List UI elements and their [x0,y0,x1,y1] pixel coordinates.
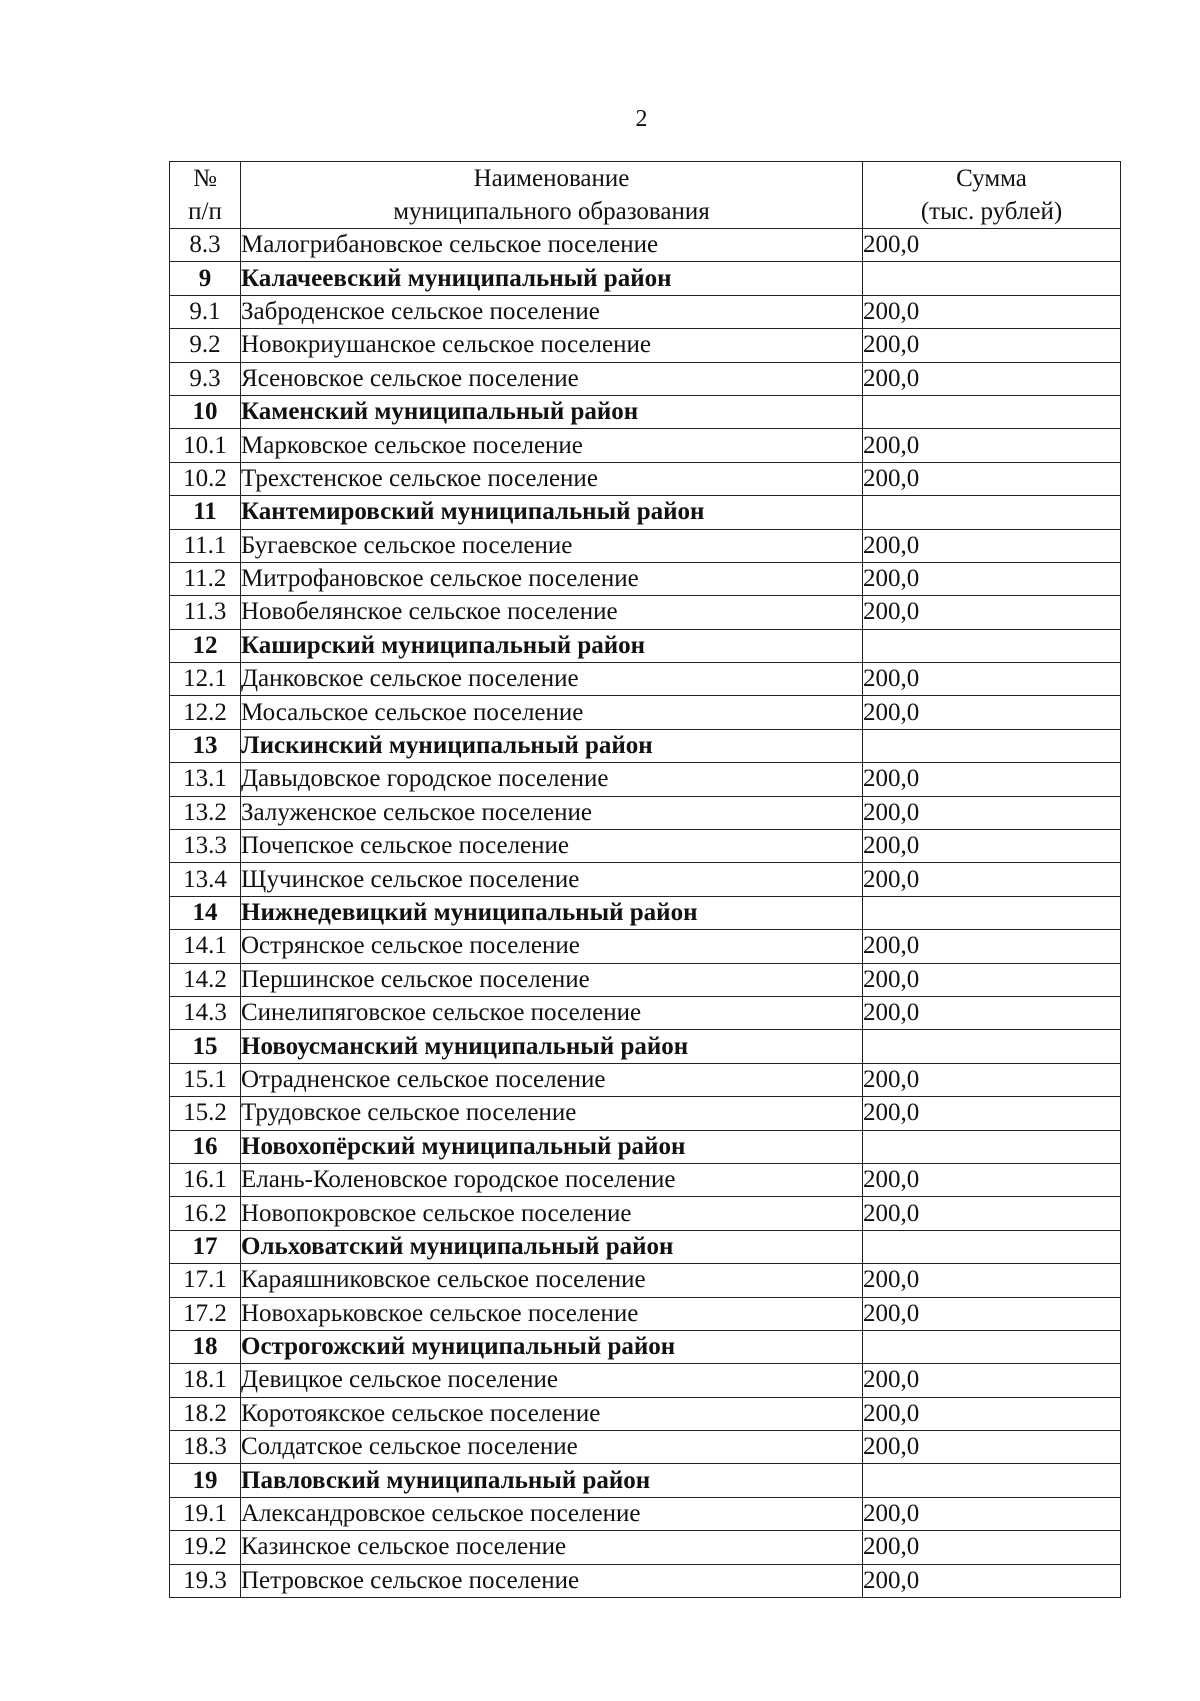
settlement-name: Караяшниковское сельское поселение [241,1264,863,1297]
table-row [170,963,1121,996]
settlement-name: Елань-Коленовское городское поселение [241,1163,863,1196]
row-number: 9.2 [170,329,241,362]
header-sum [863,162,1121,229]
settlement-name: Марковское сельское поселение [241,429,863,462]
table-row [170,930,1121,963]
row-sum: 200,0 [863,1063,1121,1096]
row-number: 18 [170,1330,241,1363]
table-row [170,796,1121,829]
row-number: 17 [170,1230,241,1263]
settlement-name: Мосальское сельское поселение [241,696,863,729]
row-sum: 200,0 [863,596,1121,629]
district-name: Новоусманский муниципальный район [241,1030,863,1063]
district-row [170,896,1121,929]
settlement-name: Новобелянское сельское поселение [241,596,863,629]
row-sum: 200,0 [863,696,1121,729]
district-name: Острогожский муниципальный район [241,1330,863,1363]
district-row [170,629,1121,662]
row-number: 10.2 [170,462,241,495]
table-row [170,429,1121,462]
table-row [170,462,1121,495]
row-number: 12 [170,629,241,662]
row-number: 13 [170,729,241,762]
header-sum-line1: Сумма [956,165,1027,192]
table-body [170,229,1121,1598]
row-number: 13.2 [170,796,241,829]
row-sum: 200,0 [863,1397,1121,1430]
table-row [170,529,1121,562]
settlement-name: Отрадненское сельское поселение [241,1063,863,1096]
header-name-line2: муниципального образования [393,198,710,225]
district-name: Павловский муниципальный район [241,1464,863,1497]
row-number: 18.2 [170,1397,241,1430]
row-number: 11.2 [170,562,241,595]
row-sum: 200,0 [863,295,1121,328]
settlement-name: Трудовское сельское поселение [241,1097,863,1130]
district-row [170,729,1121,762]
row-sum: 200,0 [863,429,1121,462]
district-row [170,1230,1121,1263]
row-sum [863,395,1121,428]
row-sum: 200,0 [863,930,1121,963]
row-sum [863,896,1121,929]
row-number: 11 [170,496,241,529]
row-number: 14 [170,896,241,929]
table-row [170,863,1121,896]
row-number: 12.1 [170,663,241,696]
table-row [170,1197,1121,1230]
row-number: 13.4 [170,863,241,896]
row-number: 16 [170,1130,241,1163]
row-sum: 200,0 [863,229,1121,262]
row-sum: 200,0 [863,1531,1121,1564]
table-row [170,1297,1121,1330]
row-number: 15 [170,1030,241,1063]
row-number: 14.3 [170,996,241,1029]
settlement-name: Заброденское сельское поселение [241,295,863,328]
district-name: Калачеевский муниципальный район [241,262,863,295]
settlement-name: Першинское сельское поселение [241,963,863,996]
settlement-name: Новокриушанское сельское поселение [241,329,863,362]
district-row [170,1130,1121,1163]
row-sum: 200,0 [863,329,1121,362]
row-sum [863,262,1121,295]
row-number: 9.1 [170,295,241,328]
row-sum: 200,0 [863,1264,1121,1297]
row-sum: 200,0 [863,1163,1121,1196]
row-sum [863,629,1121,662]
page-number: 2 [635,106,648,132]
row-number: 19.2 [170,1531,241,1564]
row-sum: 200,0 [863,1364,1121,1397]
header-name [241,162,863,229]
district-name: Нижнедевицкий муниципальный район [241,896,863,929]
row-sum: 200,0 [863,1097,1121,1130]
table-header-row [170,162,1121,229]
row-sum: 200,0 [863,562,1121,595]
settlement-name: Давыдовское городское поселение [241,763,863,796]
settlement-name: Казинское сельское поселение [241,1531,863,1564]
settlement-name: Коротоякское сельское поселение [241,1397,863,1430]
row-sum: 200,0 [863,462,1121,495]
row-number: 16.1 [170,1163,241,1196]
row-sum [863,1030,1121,1063]
settlement-name: Бугаевское сельское поселение [241,529,863,562]
row-number: 9 [170,262,241,295]
row-sum: 200,0 [863,763,1121,796]
table-row [170,229,1121,262]
header-number-line2: п/п [188,198,222,225]
row-sum [863,496,1121,529]
row-sum: 200,0 [863,996,1121,1029]
settlement-name: Александровское сельское поселение [241,1497,863,1530]
table-row [170,1497,1121,1530]
settlement-name: Залуженское сельское поселение [241,796,863,829]
district-row [170,1030,1121,1063]
row-number: 17.1 [170,1264,241,1297]
row-number: 19.1 [170,1497,241,1530]
row-number: 13.1 [170,763,241,796]
settlement-name: Щучинское сельское поселение [241,863,863,896]
table-header [170,162,1121,229]
row-number: 15.2 [170,1097,241,1130]
row-sum: 200,0 [863,529,1121,562]
row-sum [863,729,1121,762]
table-row [170,1063,1121,1096]
settlement-name: Новохарьковское сельское поселение [241,1297,863,1330]
row-sum: 200,0 [863,1497,1121,1530]
row-sum: 200,0 [863,796,1121,829]
district-name: Лискинский муниципальный район [241,729,863,762]
table-row [170,1564,1121,1597]
row-number: 10.1 [170,429,241,462]
settlement-name: Петровское сельское поселение [241,1564,863,1597]
district-row [170,395,1121,428]
row-sum [863,1130,1121,1163]
district-name: Каменский муниципальный район [241,395,863,428]
district-row [170,262,1121,295]
settlement-name: Синелипяговское сельское поселение [241,996,863,1029]
table-row [170,329,1121,362]
district-name: Каширский муниципальный район [241,629,863,662]
settlement-name: Малогрибановское сельское поселение [241,229,863,262]
table-row [170,1531,1121,1564]
table-row [170,1264,1121,1297]
row-sum: 200,0 [863,1431,1121,1464]
table-row [170,1163,1121,1196]
settlement-name: Девицкое сельское поселение [241,1364,863,1397]
row-number: 12.2 [170,696,241,729]
row-number: 19 [170,1464,241,1497]
row-number: 10 [170,395,241,428]
row-number: 9.3 [170,362,241,395]
settlement-name: Трехстенское сельское поселение [241,462,863,495]
district-name: Новохопёрский муниципальный район [241,1130,863,1163]
district-row [170,1464,1121,1497]
table-row [170,763,1121,796]
table-row [170,562,1121,595]
row-number: 8.3 [170,229,241,262]
row-sum [863,1330,1121,1363]
row-number: 14.1 [170,930,241,963]
row-number: 11.3 [170,596,241,629]
row-sum: 200,0 [863,1197,1121,1230]
settlement-name: Почепское сельское поселение [241,830,863,863]
row-number: 19.3 [170,1564,241,1597]
settlement-name: Данковское сельское поселение [241,663,863,696]
table-row [170,696,1121,729]
table-row [170,663,1121,696]
row-number: 14.2 [170,963,241,996]
district-name: Ольховатский муниципальный район [241,1230,863,1263]
table-row [170,1097,1121,1130]
row-sum: 200,0 [863,362,1121,395]
row-number: 15.1 [170,1063,241,1096]
district-row [170,496,1121,529]
row-sum: 200,0 [863,663,1121,696]
table-row [170,1364,1121,1397]
settlement-name: Митрофановское сельское поселение [241,562,863,595]
table-row [170,362,1121,395]
row-number: 18.3 [170,1431,241,1464]
row-sum: 200,0 [863,963,1121,996]
row-sum: 200,0 [863,830,1121,863]
header-number-line1: № [193,165,217,192]
district-row [170,1330,1121,1363]
table-row [170,996,1121,1029]
municipal-grant-table [169,161,1121,1598]
row-sum: 200,0 [863,863,1121,896]
settlement-name: Острянское сельское поселение [241,930,863,963]
row-number: 11.1 [170,529,241,562]
district-name: Кантемировский муниципальный район [241,496,863,529]
header-number [170,162,241,229]
row-sum [863,1230,1121,1263]
row-number: 16.2 [170,1197,241,1230]
settlement-name: Солдатское сельское поселение [241,1431,863,1464]
table-row [170,1397,1121,1430]
row-sum: 200,0 [863,1297,1121,1330]
row-number: 17.2 [170,1297,241,1330]
header-sum-line2: (тыс. рублей) [920,198,1063,225]
table-row [170,295,1121,328]
row-sum: 200,0 [863,1564,1121,1597]
table-row [170,830,1121,863]
row-sum [863,1464,1121,1497]
table-row [170,1431,1121,1464]
header-name-line1: Наименование [473,165,630,192]
table-row [170,596,1121,629]
row-number: 13.3 [170,830,241,863]
row-number: 18.1 [170,1364,241,1397]
settlement-name: Ясеновское сельское поселение [241,362,863,395]
settlement-name: Новопокровское сельское поселение [241,1197,863,1230]
